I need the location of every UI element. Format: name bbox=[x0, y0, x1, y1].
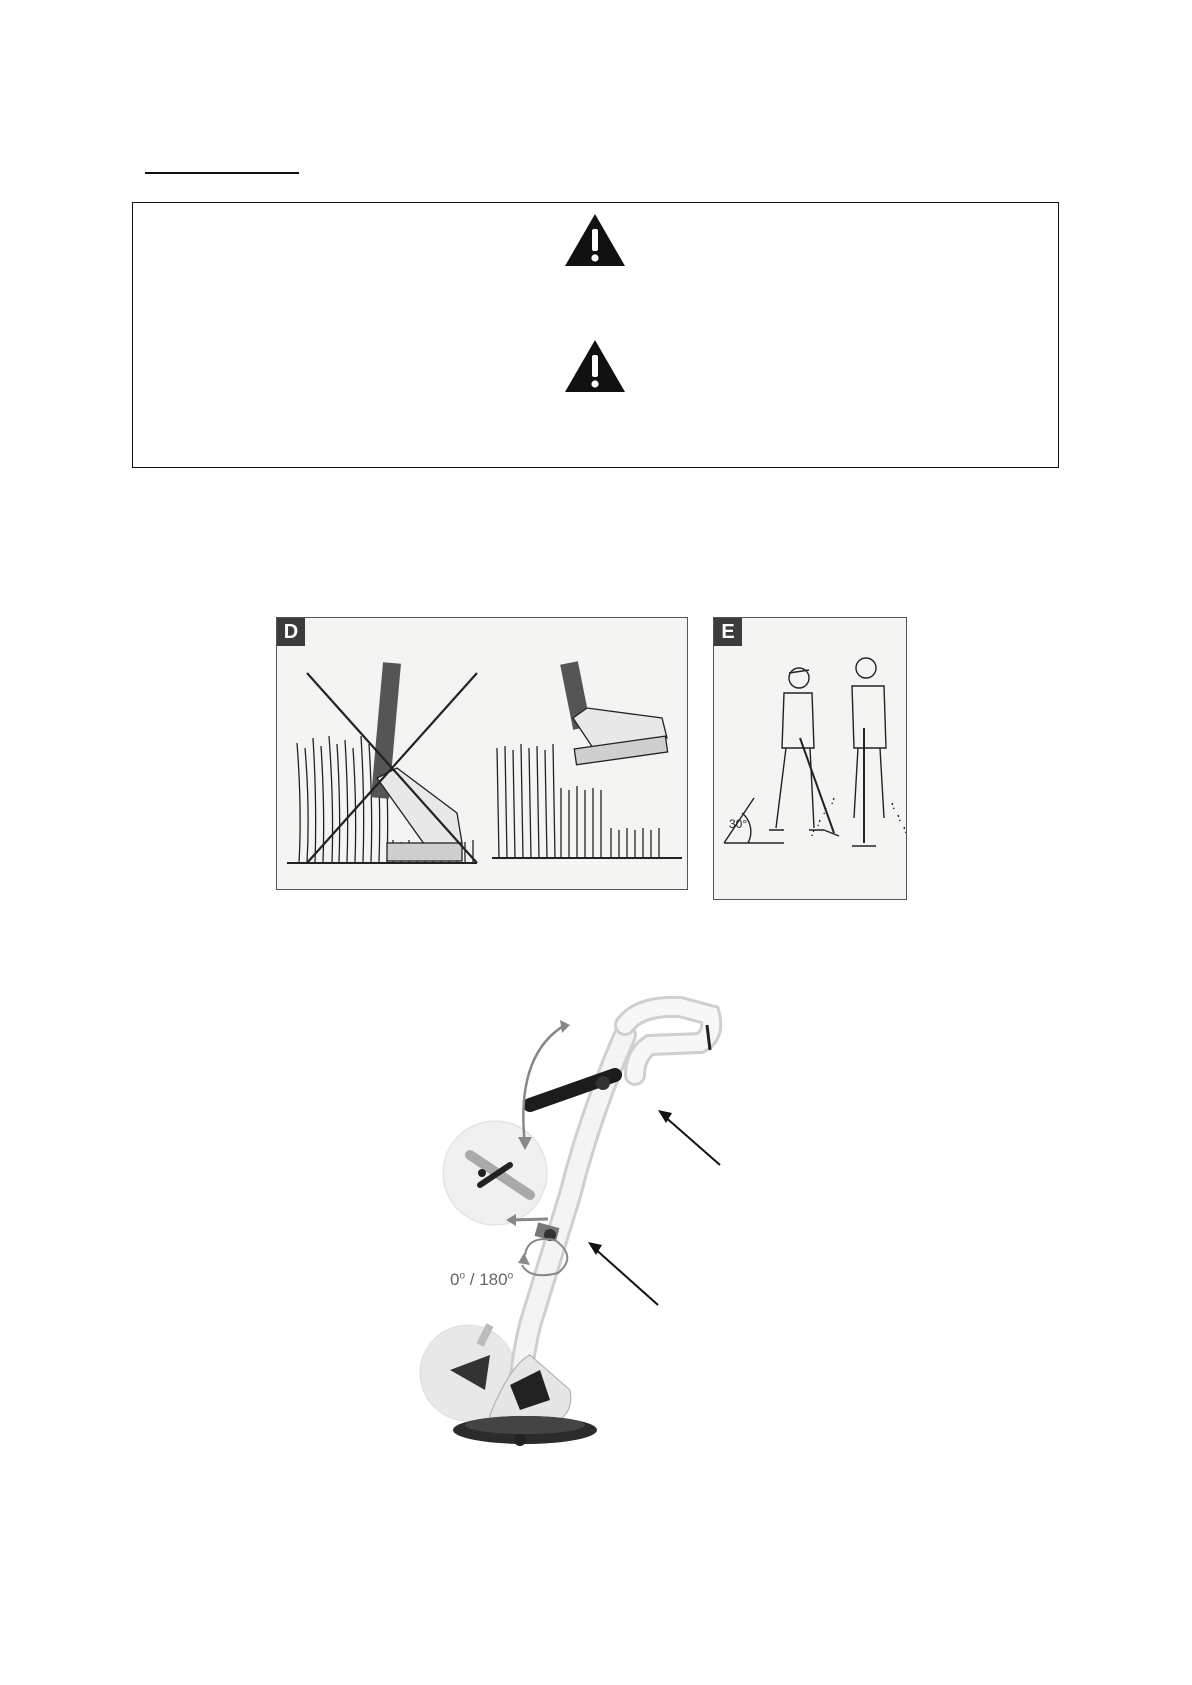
warning-triangle-icon bbox=[563, 212, 627, 268]
warning-triangle-icon bbox=[563, 338, 627, 394]
figure-d-illustration bbox=[277, 618, 688, 890]
section-heading-underline bbox=[145, 172, 299, 174]
figure-d-panel bbox=[276, 617, 688, 890]
warning-box bbox=[132, 202, 1059, 468]
rotation-angle-label: 0$^o$ / 180$^o$ bbox=[450, 1270, 514, 1289]
figure-e-panel bbox=[713, 617, 907, 900]
figure-e-tag: E bbox=[714, 618, 742, 646]
grass-trimmer-illustration bbox=[410, 995, 810, 1495]
figure-e-illustration bbox=[714, 618, 907, 900]
figure-d-tag: D bbox=[277, 618, 305, 646]
angle-30-label: 30° bbox=[729, 817, 748, 831]
